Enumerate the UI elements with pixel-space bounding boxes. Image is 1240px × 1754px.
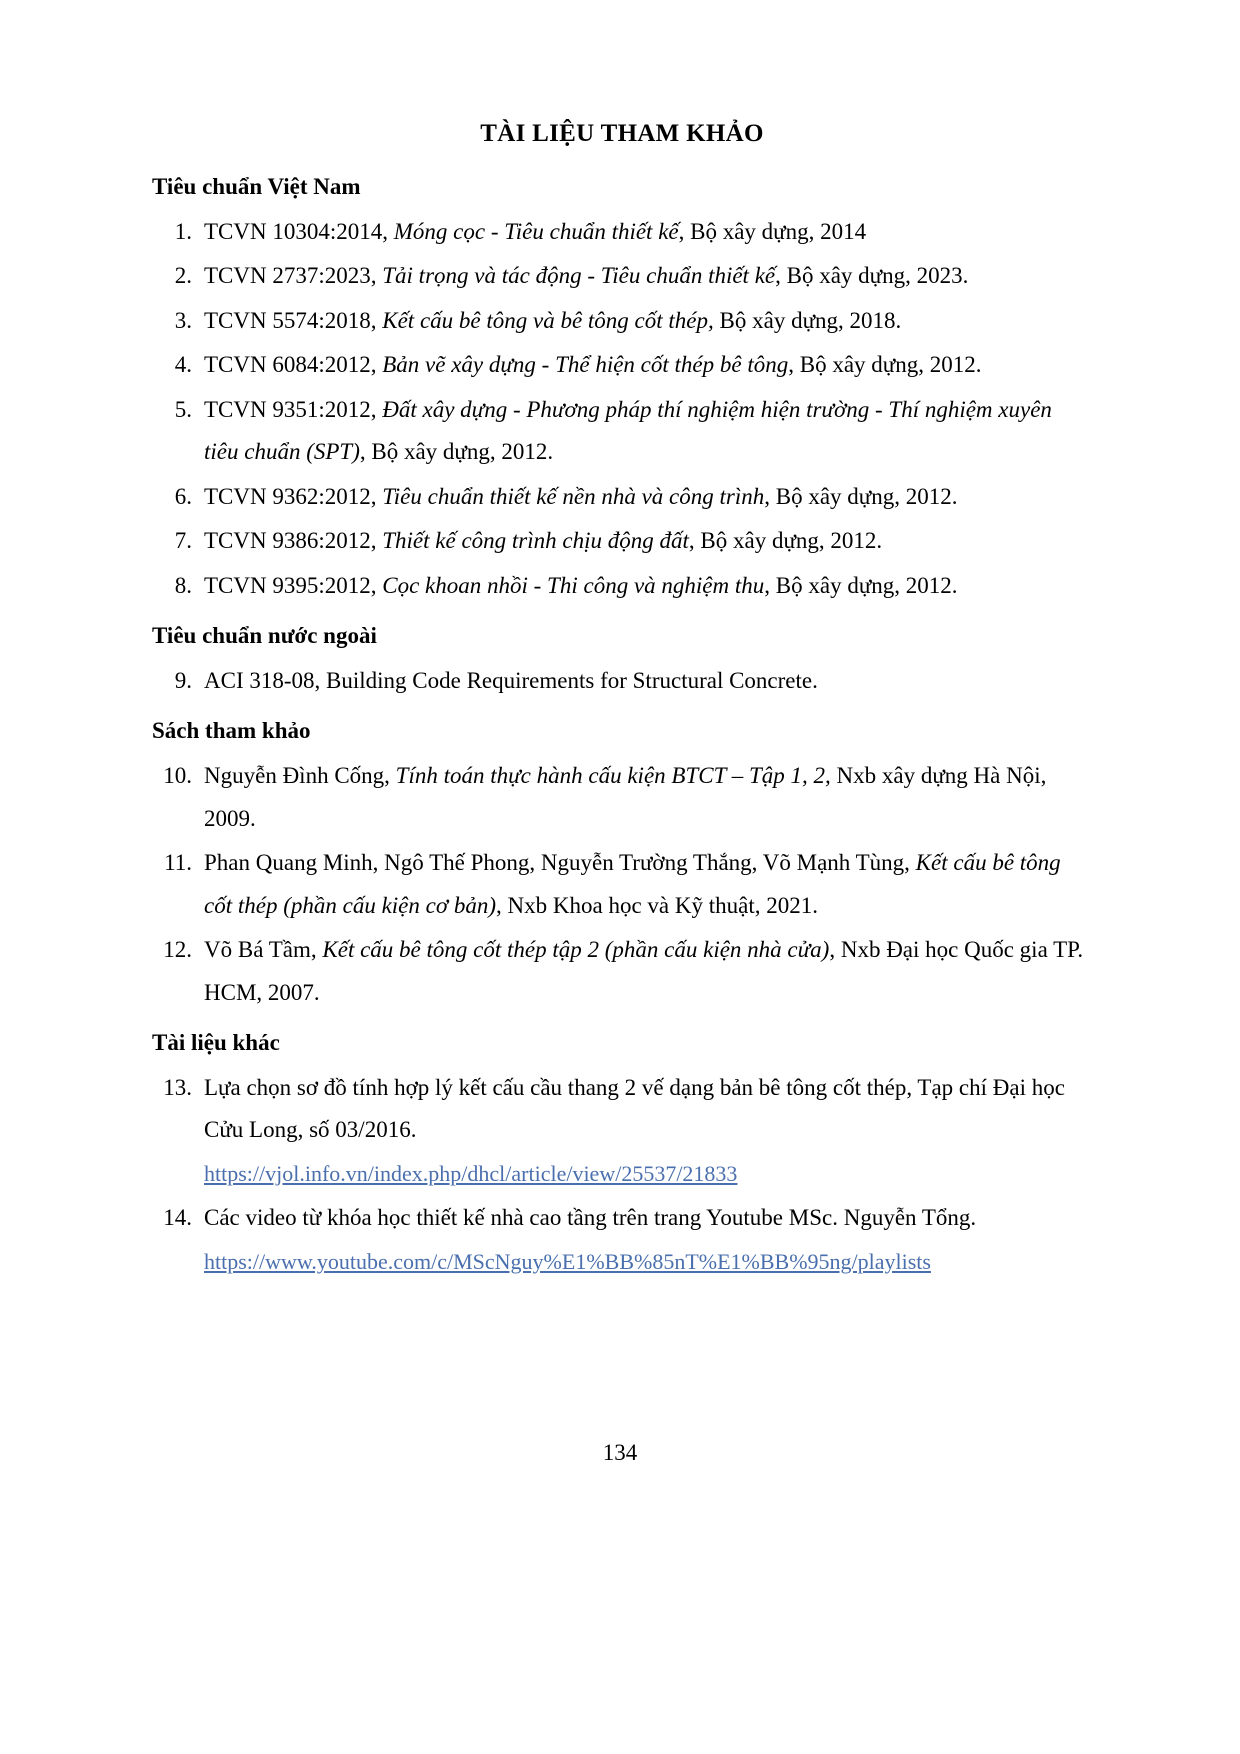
- reference-suffix: , Bộ xây dựng, 2012.: [788, 352, 982, 378]
- reference-suffix: Nxb xây dựng Hà Nội, 2009.: [204, 762, 1047, 831]
- list-item-text: [204, 300, 1092, 343]
- list-item-number: 6.: [174, 483, 192, 509]
- section-heading-books: Sách tham khảo: [152, 718, 311, 744]
- list-item: [152, 755, 1092, 840]
- list-item-number: 10.: [163, 762, 192, 788]
- reference-prefix: TCVN 9351:2012,: [204, 396, 383, 422]
- list-item-text: [204, 755, 1092, 840]
- list-item: [152, 255, 1092, 298]
- reference-suffix: , Bộ xây dựng, 2014: [678, 218, 867, 244]
- reference-title: Bản vẽ xây dựng - Thể hiện cốt thép bê tông: [382, 352, 789, 378]
- reference-prefix: TCVN 6084:2012,: [204, 352, 383, 378]
- list-item-text: [204, 211, 1092, 254]
- list-item-number: 14.: [163, 1205, 192, 1231]
- page-content: [152, 120, 1092, 1285]
- list-item: [152, 565, 1092, 608]
- list-item-text: [204, 565, 1092, 608]
- list-item-text: [204, 1067, 1092, 1196]
- reference-prefix: TCVN 5574:2018,: [204, 307, 383, 333]
- list-item-number: 13.: [163, 1074, 192, 1100]
- reference-title: Đất xây dựng - Phương pháp thí nghiệm hiện trường - Thí nghiệm xuyên tiêu chuẩn (SPT): [204, 396, 1052, 465]
- reference-suffix: , Bộ xây dựng, 2012.: [359, 439, 554, 465]
- list-item-number: 3.: [174, 307, 192, 333]
- list-item-number: 5.: [174, 396, 192, 422]
- reference-suffix: , Bộ xây dựng, 2012.: [688, 528, 883, 554]
- reference-suffix: , Bộ xây dựng, 2023.: [775, 263, 969, 289]
- list-item: [152, 842, 1092, 927]
- reference-title: Tính toán thực hành cấu kiện BTCT – Tập 1, 2,: [395, 762, 831, 788]
- page-title: TÀI LIỆU THAM KHẢO: [480, 120, 764, 147]
- list-item: [152, 520, 1092, 563]
- reference-title: Cọc khoan nhồi - Thi công và nghiệm thu: [382, 572, 765, 598]
- reference-prefix: TCVN 9362:2012,: [204, 483, 383, 509]
- list-item-text: [204, 842, 1092, 927]
- reference-prefix: Võ Bá Tầm,: [204, 937, 323, 963]
- reference-title: Kết cấu bê tông và bê tông cốt thép,: [382, 307, 714, 333]
- list-item-number: 8.: [174, 572, 192, 598]
- list-item-number: 1.: [174, 218, 192, 244]
- reference-prefix: Các video từ khóa học thiết kế nhà cao tầng trên trang Youtube MSc. Nguyễn Tổng.: [204, 1205, 977, 1231]
- reference-prefix: Lựa chọn sơ đồ tính hợp lý kết cấu cầu thang 2 vế dạng bản bê tông cốt thép, Tạp chí Đại học Cửu Long, số 03/2016.: [204, 1074, 1065, 1143]
- list-item-text: [204, 344, 1092, 387]
- reference-prefix: TCVN 10304:2014,: [204, 218, 394, 244]
- list-item-text: [204, 1197, 1092, 1283]
- reference-prefix: TCVN 2737:2023,: [204, 263, 383, 289]
- list-item: [152, 476, 1092, 519]
- reference-prefix: Nguyễn Đình Cống,: [204, 762, 396, 788]
- reference-prefix: TCVN 9386:2012,: [204, 528, 383, 554]
- reference-title: Tiêu chuẩn thiết kế nền nhà và công trình: [382, 483, 765, 509]
- list-item: [152, 660, 1092, 703]
- list-item-text: [204, 389, 1092, 474]
- reference-prefix: TCVN 9395:2012,: [204, 572, 383, 598]
- list-item-text: [204, 660, 1092, 703]
- list-item-number: 7.: [174, 528, 192, 554]
- reference-prefix: Phan Quang Minh, Ngô Thế Phong, Nguyễn Trường Thắng, Võ Mạnh Tùng,: [204, 850, 916, 876]
- reference-title: Móng cọc - Tiêu chuẩn thiết kế: [393, 218, 679, 244]
- reference-title: Tải trọng và tác động - Tiêu chuẩn thiết kế: [382, 263, 776, 289]
- list-item-number: 4.: [174, 352, 192, 378]
- list-item-text: [204, 520, 1092, 563]
- list-item: [152, 344, 1092, 387]
- list-item: [152, 1197, 1092, 1283]
- section-heading-foreign-standards: Tiêu chuẩn nước ngoài: [152, 623, 377, 649]
- reference-prefix: ACI 318-08, Building Code Requirements for Structural Concrete.: [204, 667, 818, 693]
- reference-suffix: , Bộ xây dựng, 2012.: [764, 572, 958, 598]
- reference-list-other-materials: [152, 1067, 1092, 1284]
- reference-title: Kết cấu bê tông cốt thép tập 2 (phần cấu kiện nhà cửa): [322, 937, 830, 963]
- page-number: 134: [602, 1440, 638, 1465]
- reference-title: Thiết kế công trình chịu động đất: [382, 528, 689, 554]
- list-item: [152, 929, 1092, 1014]
- section-heading-vietnamese-standards: Tiêu chuẩn Việt Nam: [152, 174, 361, 199]
- reference-suffix: , Nxb Đại học Quốc gia TP. HCM, 2007.: [204, 937, 1084, 1005]
- list-item: [152, 1067, 1092, 1196]
- reference-suffix: , Nxb Khoa học và Kỹ thuật, 2021.: [496, 892, 818, 918]
- list-item: [152, 300, 1092, 343]
- list-item-number: 11.: [164, 850, 192, 876]
- reference-title: Kết cấu bê tông cốt thép (phần cấu kiện cơ bản): [204, 850, 1061, 918]
- reference-list-vietnamese-standards: [152, 211, 1092, 608]
- list-item-number: 12.: [163, 937, 192, 963]
- list-item: [152, 389, 1092, 474]
- reference-link[interactable]: https://www.youtube.com/c/MScNguy%E1%BB%85nT%E1%BB%95ng/playlists: [204, 1248, 931, 1274]
- reference-suffix: , Bộ xây dựng, 2012.: [764, 483, 958, 509]
- reference-list-books: [152, 755, 1092, 1014]
- reference-link[interactable]: https://vjol.info.vn/index.php/dhcl/article/view/25537/21833: [204, 1160, 738, 1186]
- list-item-text: [204, 476, 1092, 519]
- reference-list-foreign-standards: [152, 660, 1092, 703]
- list-item-number: 2.: [174, 263, 192, 289]
- list-item-number: 9.: [174, 667, 192, 693]
- list-item-text: [204, 929, 1092, 1014]
- reference-suffix: Bộ xây dựng, 2018.: [713, 307, 902, 333]
- list-item: [152, 211, 1092, 254]
- section-heading-other-materials: Tài liệu khác: [152, 1030, 280, 1056]
- list-item-text: [204, 255, 1092, 298]
